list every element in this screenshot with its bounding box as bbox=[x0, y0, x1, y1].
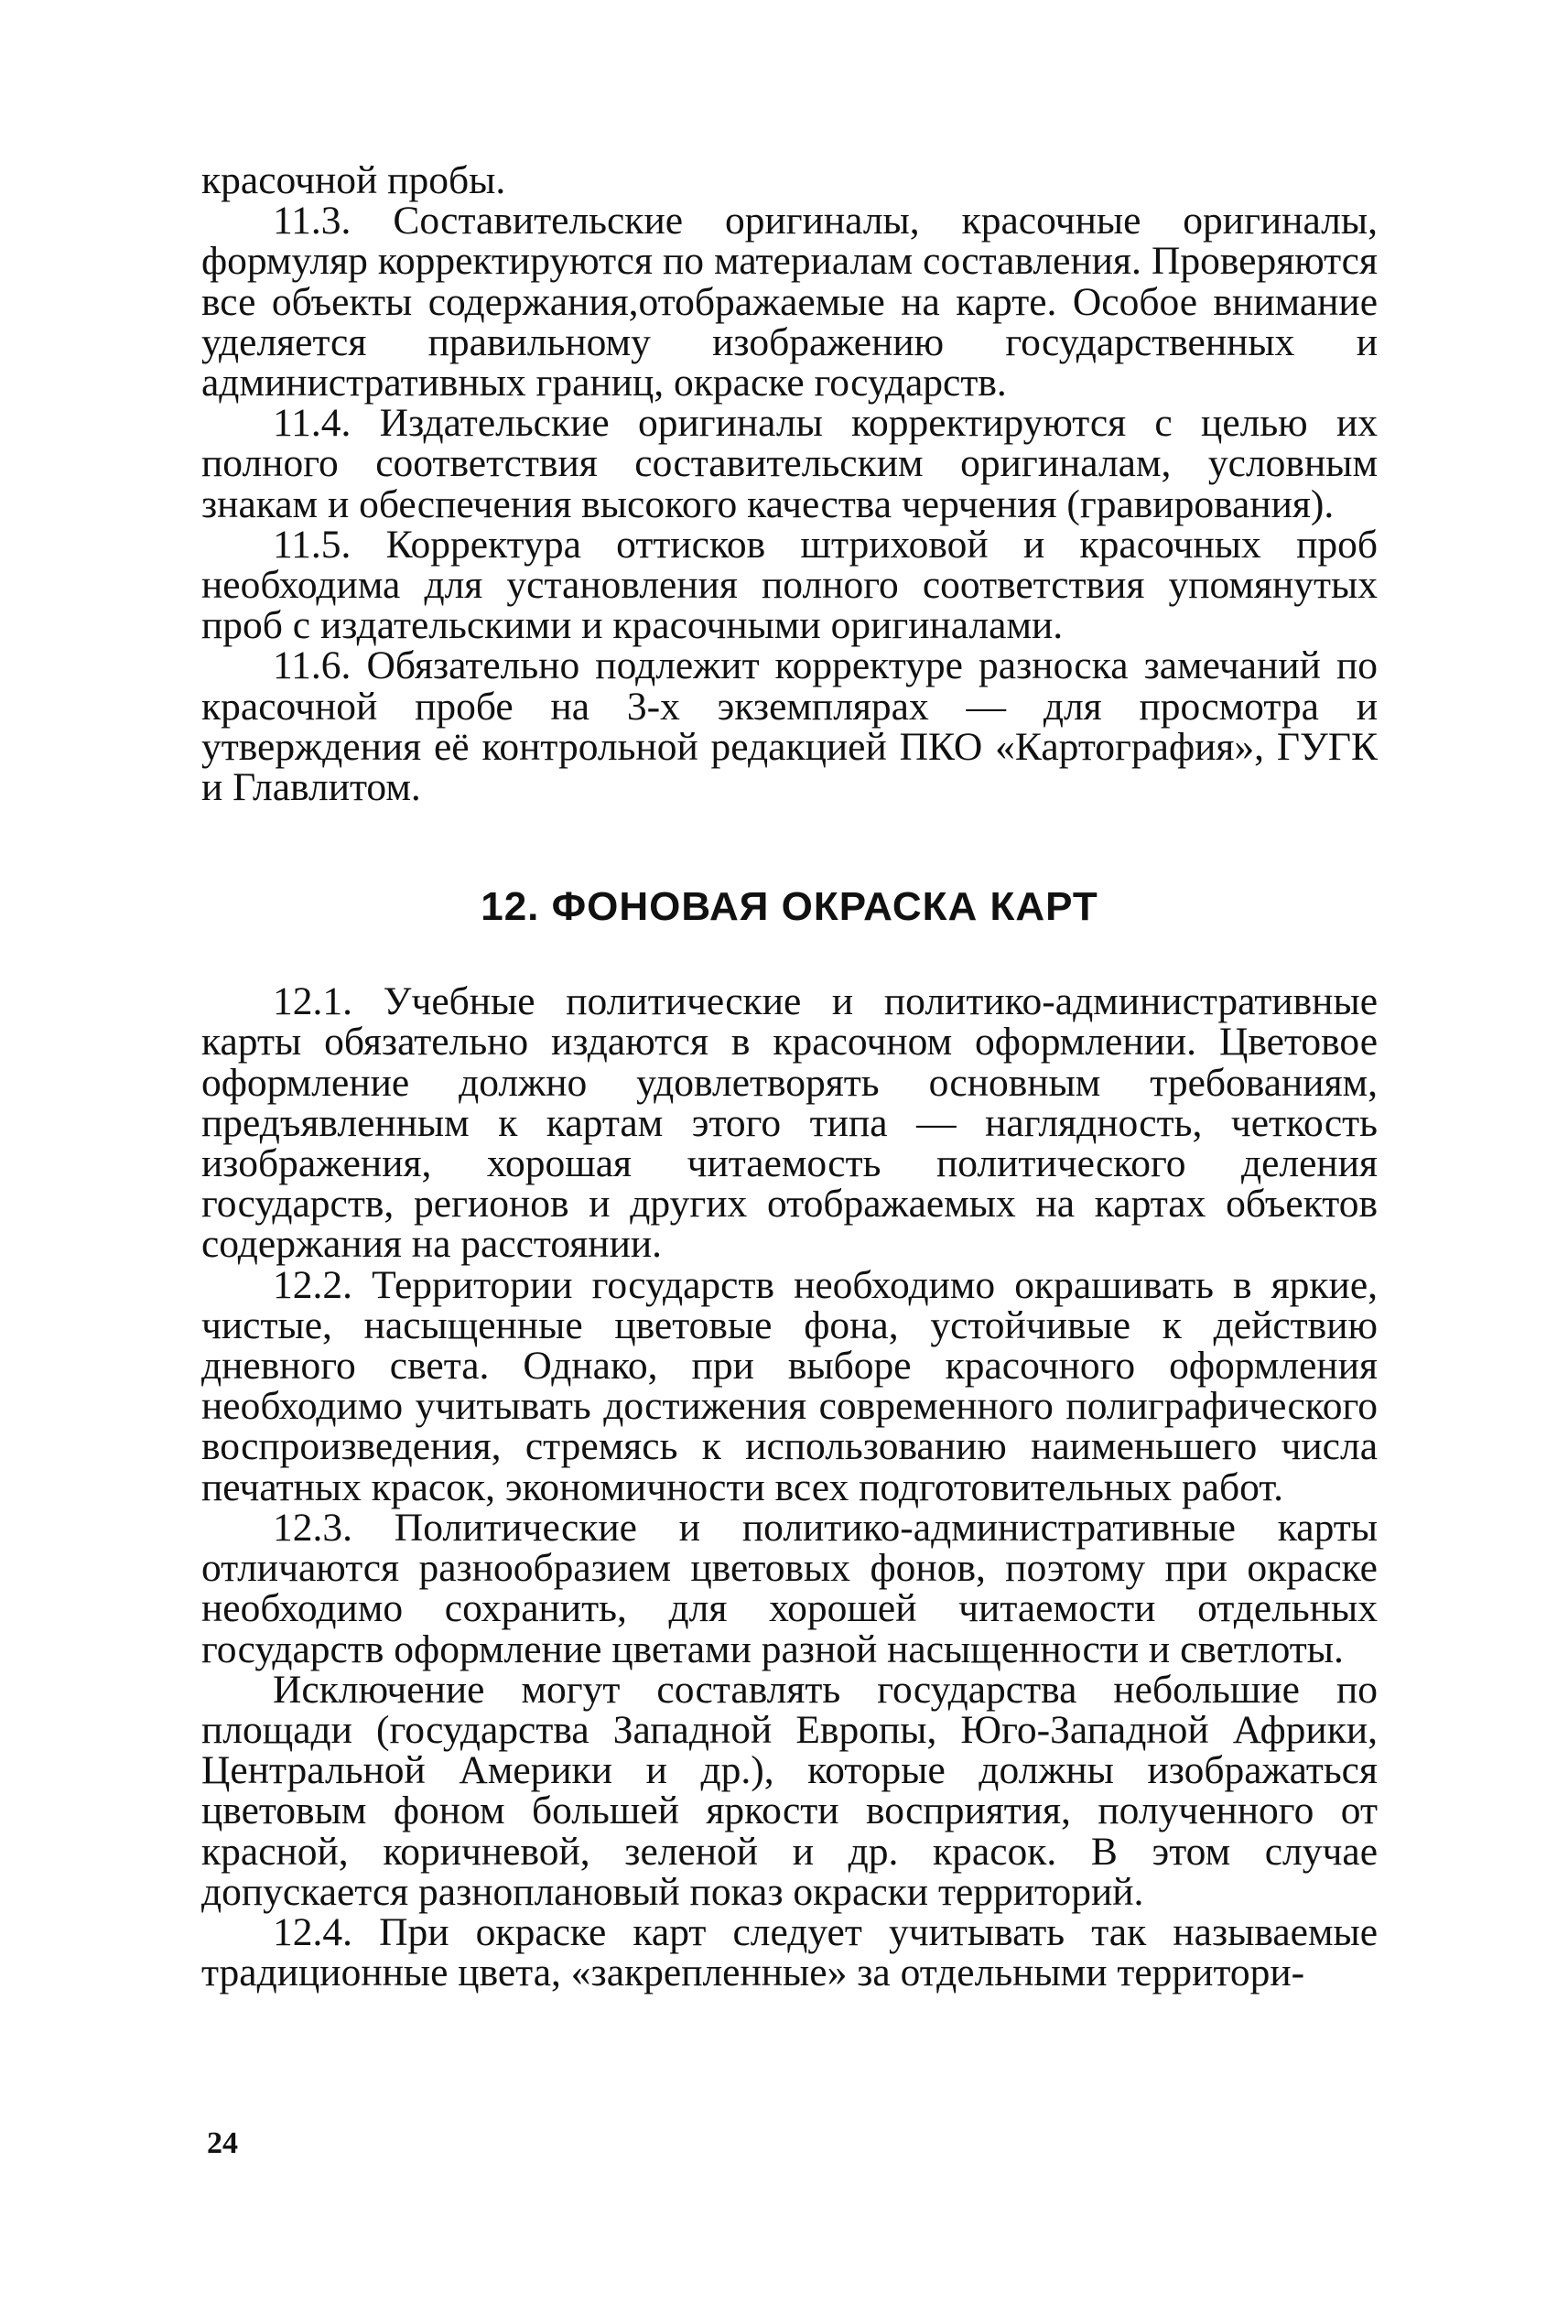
body-text bbox=[201, 160, 1378, 1993]
paragraph-11-4: 11.4. Издательские оригиналы корректируются с целью их полного соответствия составительским оригиналам, условным знакам и обеспечения высокого качества черчения (гравирования). bbox=[201, 401, 1378, 526]
paragraph-12-1: 12.1. Учебные политические и политико-административные карты обязательно издаются в красочном оформлении. Цветовое оформление должно удовлетворять основным требованиям, предъявленным к картам этого типа — наглядность, четкость изображения, хорошая читаемость политического деления государств, регионов и других отображаемых на картах объектов содержания на расстоянии. bbox=[201, 979, 1378, 1267]
page-number: 24 bbox=[207, 2126, 238, 2160]
paragraph-12-4: 12.4. При окраске карт следует учитывать так называемые традиционные цвета, «закрепленные» за отдельными территори- bbox=[201, 1909, 1378, 1995]
paragraph-carryover: красочной пробы. bbox=[201, 158, 506, 202]
section-heading: 12. ФОНОВАЯ ОКРАСКА КАРТ bbox=[481, 884, 1098, 930]
paragraph-12-3: 12.3. Политические и политико-административные карты отличаются разнообразием цветовых фонов, поэтому при окраске необходимо сохранить, для хорошей читаемости отдельных государств оформление цветами разной насыщенности и светлоты. bbox=[201, 1505, 1378, 1671]
paragraph-11-5: 11.5. Корректура оттисков штриховой и красочных проб необходима для установления полного соответствия упомянутых проб с издательскими и красочными оригиналами. bbox=[201, 522, 1378, 648]
paragraph-11-6: 11.6. Обязательно подлежит корректуре разноска замечаний по красочной пробе на 3-х экземплярах — для просмотра и утверждения её контрольной редакцией ПКО «Картография», ГУГК и Главлитом. bbox=[201, 643, 1378, 810]
paragraph-12-2: 12.2. Территории государств необходимо окрашивать в яркие, чистые, насыщенные цветовые фона, устойчивые к действию дневного света. Однако, при выборе красочного оформления необходимо учитывать достижения современного полиграфического воспроизведения, стремясь к использованию наименьшего числа печатных красок, экономичности всех подготовительных работ. bbox=[201, 1262, 1378, 1509]
paragraph-exception: Исключение могут составлять государства небольшие по площади (государства Западной Европы, Юго-Западной Африки, Центральной Америки и др.), которые должны изображаться цветовым фоном большей яркости восприятия, полученного от красной, коричневой, зеленой и др. красок. В этом случае допускается разноплановый показ окраски территорий. bbox=[201, 1667, 1378, 1914]
paragraph-11-3: 11.3. Составительские оригиналы, красочные оригиналы, формуляр корректируются по материалам составления. Проверяются все объекты содержания,отображаемые на карте. Особое внимание уделяется правильному изображению государственных и административных границ, окраске государств. bbox=[201, 199, 1378, 405]
